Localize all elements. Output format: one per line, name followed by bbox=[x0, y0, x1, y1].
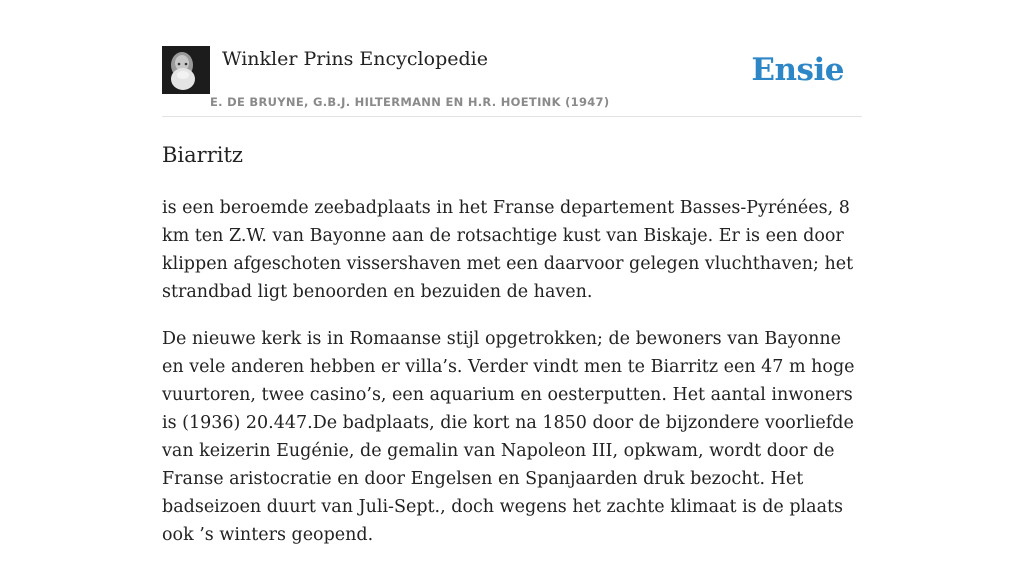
article-title: Biarritz bbox=[162, 143, 243, 167]
article-paragraph: De nieuwe kerk is in Romaanse stijl opgetrokken; de bewoners van Bayonne en vele anderen hebben er villa’s. Verder vindt men te Biarritz een 47 m hoge vuurtoren, twee casino’s, een aquarium en oesterputten. Het aantal inwoners is (1936) 20.447.De badplaats, die kort na 1850 door de bijzondere voorliefde van keizerin Eugénie, de gemalin van Napoleon III, opkwam, wordt door de Franse aristocratie en door Engelsen en Spanjaarden druk bezocht. Het badseizoen duurt van Juli-Sept., doch wegens het zachte klimaat is de plaats ook ’s winters geopend. bbox=[162, 329, 855, 545]
ensie-logo-link[interactable]: Ensie bbox=[751, 52, 844, 88]
portrait-icon bbox=[162, 46, 210, 94]
article-paragraph: is een beroemde zeebadplaats in het Franse departement Basses-Pyrénées, 8 km ten Z.W. van Bayonne aan de rotsachtige kust van Biskaje. Er is een door klippen afgeschoten vissershaven met een daarvoor gelegen vluchthaven; het strandbad ligt benoorden en bezuiden de haven. bbox=[162, 198, 854, 302]
source-authors: E. DE BRUYNE, G.B.J. HILTERMANN EN H.R. HOETINK (1947) bbox=[210, 95, 610, 109]
source-header bbox=[162, 46, 862, 117]
encyclopedia-title[interactable]: Winkler Prins Encyclopedie bbox=[222, 48, 488, 70]
author-avatar bbox=[162, 46, 210, 94]
article bbox=[162, 138, 862, 568]
